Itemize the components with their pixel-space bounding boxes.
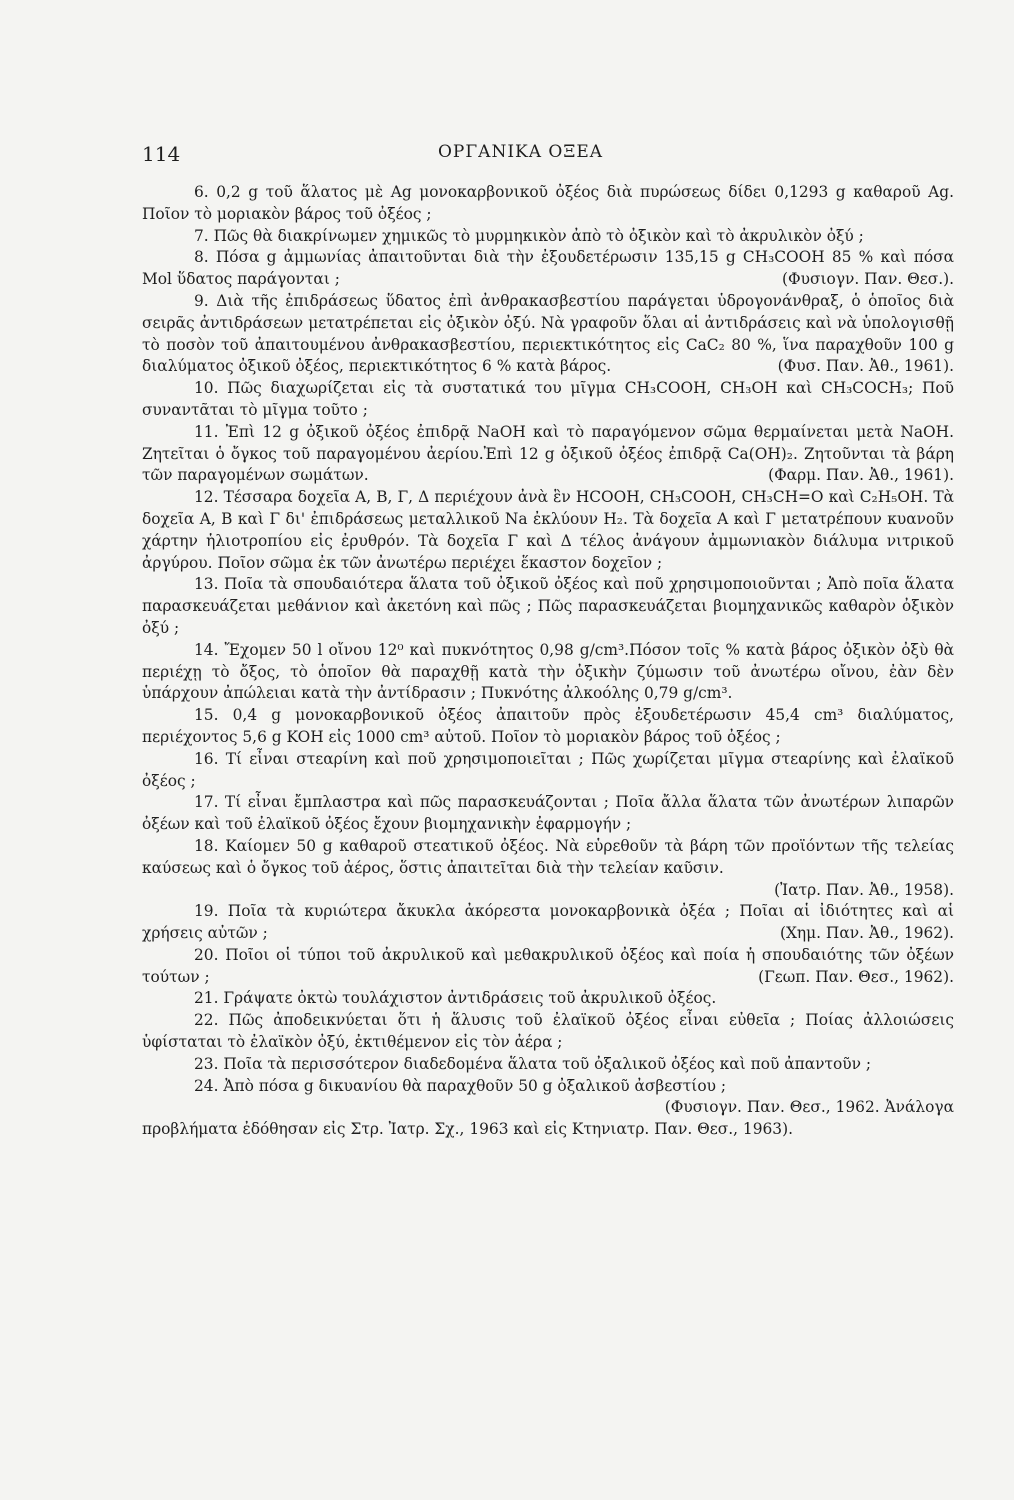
exercise-item <box>142 792 954 836</box>
exercise-text: 12. Τέσσαρα δοχεῖα Α, Β, Γ, Δ περιέχουν ἀνὰ ἓν HCOOH, CH₃COOH, CH₃CH=O καὶ C₂H₅OH. Τὰ δοχεῖα Α, Β καὶ Γ δι' ἐπιδράσεως μεταλλικοῦ Na ἐκλύουν H₂. Τὰ δοχεῖα Α καὶ Γ μετατρέπουν κυανοῦν χάρτην ἡλιοτροπίου εἰς ἐρυθρόν. Τὰ δοχεῖα Γ καὶ Δ τέλος ἀνάγουν ἀμμωνιακὸν διάλυμα νιτρικοῦ ἀργύρου. Ποῖον σῶμα ἐκ τῶν ἀνωτέρω περιέχει ἕκαστον δοχεῖον ; <box>142 488 954 572</box>
exercise-text: 7. Πῶς θὰ διακρίνωμεν χημικῶς τὸ μυρμηκικὸν ἀπὸ τὸ ὀξικὸν καὶ τὸ ἀκρυλικὸν ὀξύ ; <box>194 226 864 245</box>
running-title: ΟΡΓΑΝΙΚΑ ΟΞΕΑ <box>438 142 604 162</box>
exercise-source: (Φαρμ. Παν. Ἀθ., 1961). <box>768 466 954 485</box>
exercise-text: 15. 0,4 g μονοκαρβονικοῦ ὀξέος ἀπαιτοῦν πρὸς ἐξουδετέρωσιν 45,4 cm³ διαλύματος, περιέχοντος 5,6 g KOH εἰς 1000 cm³ αὐτοῦ. Ποῖον τὸ μοριακὸν βάρος τοῦ ὀξέος ; <box>142 706 954 746</box>
exercise-text: 6. 0,2 g τοῦ ἅλατος μὲ Ag μονοκαρβονικοῦ ὀξέος διὰ πυρώσεως δίδει 0,1293 g καθαροῦ Ag. Ποῖον τὸ μοριακὸν βάρος τοῦ ὀξέος ; <box>142 183 954 223</box>
exercise-source: (Φυσ. Παν. Ἀθ., 1961). <box>777 357 954 376</box>
exercise-source: (Γεωπ. Παν. Θεσ., 1962). <box>758 967 954 986</box>
closing-text: προβλήματα ἐδόθησαν εἰς Στρ. Ἰατρ. Σχ., 1963 καὶ εἰς Κτηνιατρ. Παν. Θεσ., 1963). <box>142 1120 793 1139</box>
exercise-item <box>142 836 954 901</box>
exercise-item <box>142 574 954 639</box>
exercise-item <box>142 640 954 705</box>
exercise-item <box>142 901 954 945</box>
exercise-item <box>142 422 954 487</box>
exercise-item <box>142 1076 954 1098</box>
exercise-text: 10. Πῶς διαχωρίζεται εἰς τὰ συστατικά του μῖγμα CH₃COOH, CH₃OH καὶ CH₃COCH₃; Ποῦ συναντᾶται τὸ μῖγμα τοῦτο ; <box>142 379 954 419</box>
exercise-text: 17. Τί εἶναι ἔμπλαστρα καὶ πῶς παρασκευάζονται ; Ποῖα ἄλλα ἅλατα τῶν ἀνωτέρων λιπαρῶν ὀξέων καὶ τοῦ ἐλαϊκοῦ ὀξέος ἔχουν βιομηχανικὴν ἐφαρμογήν ; <box>142 793 954 834</box>
exercise-text: 20. Ποῖοι οἱ τύποι τοῦ ἀκρυλικοῦ καὶ μεθακρυλικοῦ ὀξέος καὶ ποία ἡ σπουδαιότης τῶν ὀξέων τούτων ; <box>142 945 954 986</box>
exercise-source: (Ἰατρ. Παν. Ἀθ., 1958). <box>774 880 954 899</box>
exercise-item <box>142 487 954 574</box>
exercise-text: 11. Ἐπὶ 12 g ὀξικοῦ ὀξέος ἐπιδρᾷ NaOH καὶ τὸ παραγόμενον σῶμα θερμαίνεται μετὰ NaOH. Ζητεῖται ὁ ὄγκος τοῦ παραγομένου ἀερίου.Ἐπὶ 12 g ὀξικοῦ ὀξέος ἐπιδρᾷ Ca(OH)₂. Ζητοῦνται τὰ βάρη τῶν παραγομένων σωμάτων. <box>142 422 954 485</box>
page-header <box>142 140 954 174</box>
exercise-item <box>142 291 954 378</box>
exercise-source: (Φυσιογν. Παν. Θεσ.). <box>782 270 954 289</box>
exercise-text: 18. Καίομεν 50 g καθαροῦ στεατικοῦ ὀξέος. Νὰ εὑρεθοῦν τὰ βάρη τῶν προϊόντων τῆς τελείας καύσεως καὶ ὁ ὄγκος τοῦ ἀέρος, ὅστις ἀπαιτεῖται διὰ τὴν τελείαν καῦσιν. <box>142 836 954 877</box>
page-number: 114 <box>142 142 181 166</box>
exercise-text: 22. Πῶς ἀποδεικνύεται ὅτι ἡ ἅλυσις τοῦ ἐλαϊκοῦ ὀξέος εἶναι εὐθεῖα ; Ποίας ἀλλοιώσεις ὑφίσταται τὸ ἐλαϊκὸν ὀξύ, ἐκτιθέμενον εἰς τὸν ἀέρα ; <box>142 1011 954 1052</box>
exercise-text: 21. Γράψατε ὀκτὼ τουλάχιστον ἀντιδράσεις τοῦ ἀκρυλικοῦ ὀξέος. <box>194 989 717 1008</box>
exercise-text: 9. Διὰ τῆς ἐπιδράσεως ὕδατος ἐπὶ ἀνθρακασβεστίου παράγεται ὑδρογονάνθραξ, ὁ ὁποῖος διὰ σειρᾶς ἀντιδράσεων μετατρέπεται εἰς ὀξικὸν ὀξύ. Νὰ γραφοῦν ὅλαι αἱ ἀντιδράσεις καὶ νὰ ὑπολογισθῇ τὸ ποσὸν τοῦ ἀπαιτουμένου ἀνθρακασβεστίου, περιεκτικότητος εἰς CaC₂ 80 %, ἵνα παραχθοῦν 100 g διαλύματος ὀξικοῦ ὀξέος, περιεκτικότητος 6 % κατὰ βάρος. <box>142 291 954 376</box>
exercise-item <box>142 1010 954 1054</box>
exercise-item <box>142 945 954 989</box>
closing-note <box>142 1097 954 1141</box>
exercise-text: 8. Πόσα g ἀμμωνίας ἀπαιτοῦνται διὰ τὴν ἐξουδετέρωσιν 135,15 g CH₃COOH 85 % καὶ πόσα Mol ὕδατος παράγονται ; <box>142 248 954 289</box>
exercise-item <box>142 705 954 749</box>
exercise-text: 23. Ποῖα τὰ περισσότερον διαδεδομένα ἅλατα τοῦ ὀξαλικοῦ ὀξέος καὶ ποῦ ἀπαντοῦν ; <box>194 1054 872 1073</box>
exercise-source: (Χημ. Παν. Ἀθ., 1962). <box>779 924 954 943</box>
exercise-item <box>142 182 954 226</box>
exercise-item <box>142 749 954 793</box>
exercise-text: 19. Ποῖα τὰ κυριώτερα ἄκυκλα ἀκόρεστα μονοκαρβονικὰ ὀξέα ; Ποῖαι αἱ ἰδιότητες καὶ αἱ χρήσεις αὐτῶν ; <box>142 902 954 943</box>
exercise-item <box>142 247 954 291</box>
exercise-text: 14. Ἔχομεν 50 l οἴνου 12⁰ καὶ πυκνότητος 0,98 g/cm³.Πόσον τοῖς % κατὰ βάρος ὀξικὸν ὀξὺ θὰ περιέχῃ τὸ ὄξος, τὸ ὁποῖον θὰ παραχθῇ κατὰ τὴν ὀξικὴν ζύμωσιν τοῦ ἀνωτέρω οἴνου, ἐὰν δὲν ὑπάρχουν ἀπώλειαι κατὰ τὴν ἀντίδρασιν ; Πυκνότης ἀλκοόλης 0,79 g/cm³. <box>142 640 954 703</box>
exercise-item <box>142 378 954 422</box>
exercise-list <box>142 182 954 1141</box>
closing-source: (Φυσιογν. Παν. Θεσ., 1962. Ἀνάλογα <box>664 1098 954 1117</box>
exercise-text: 13. Ποῖα τὰ σπουδαιότερα ἅλατα τοῦ ὀξικοῦ ὀξέος καὶ ποῦ χρησιμοποιοῦνται ; Ἀπὸ ποῖα ἅλατα παρασκευάζεται μεθάνιον καὶ ἀκετόνη καὶ πῶς ; Πῶς παρασκευάζεται βιομηχανικῶς καθαρὸν ὀξικὸν ὀξύ ; <box>142 575 954 637</box>
exercise-item <box>142 1054 954 1076</box>
exercise-item <box>142 226 954 248</box>
exercise-text: 16. Τί εἶναι στεαρίνη καὶ ποῦ χρησιμοποιεῖται ; Πῶς χωρίζεται μῖγμα στεαρίνης καὶ ἐλαϊκοῦ ὀξέος ; <box>142 749 954 790</box>
exercise-text: 24. Ἀπὸ πόσα g δικυανίου θὰ παραχθοῦν 50 g ὀξαλικοῦ ἀσβεστίου ; <box>194 1076 727 1095</box>
exercise-item <box>142 988 954 1010</box>
